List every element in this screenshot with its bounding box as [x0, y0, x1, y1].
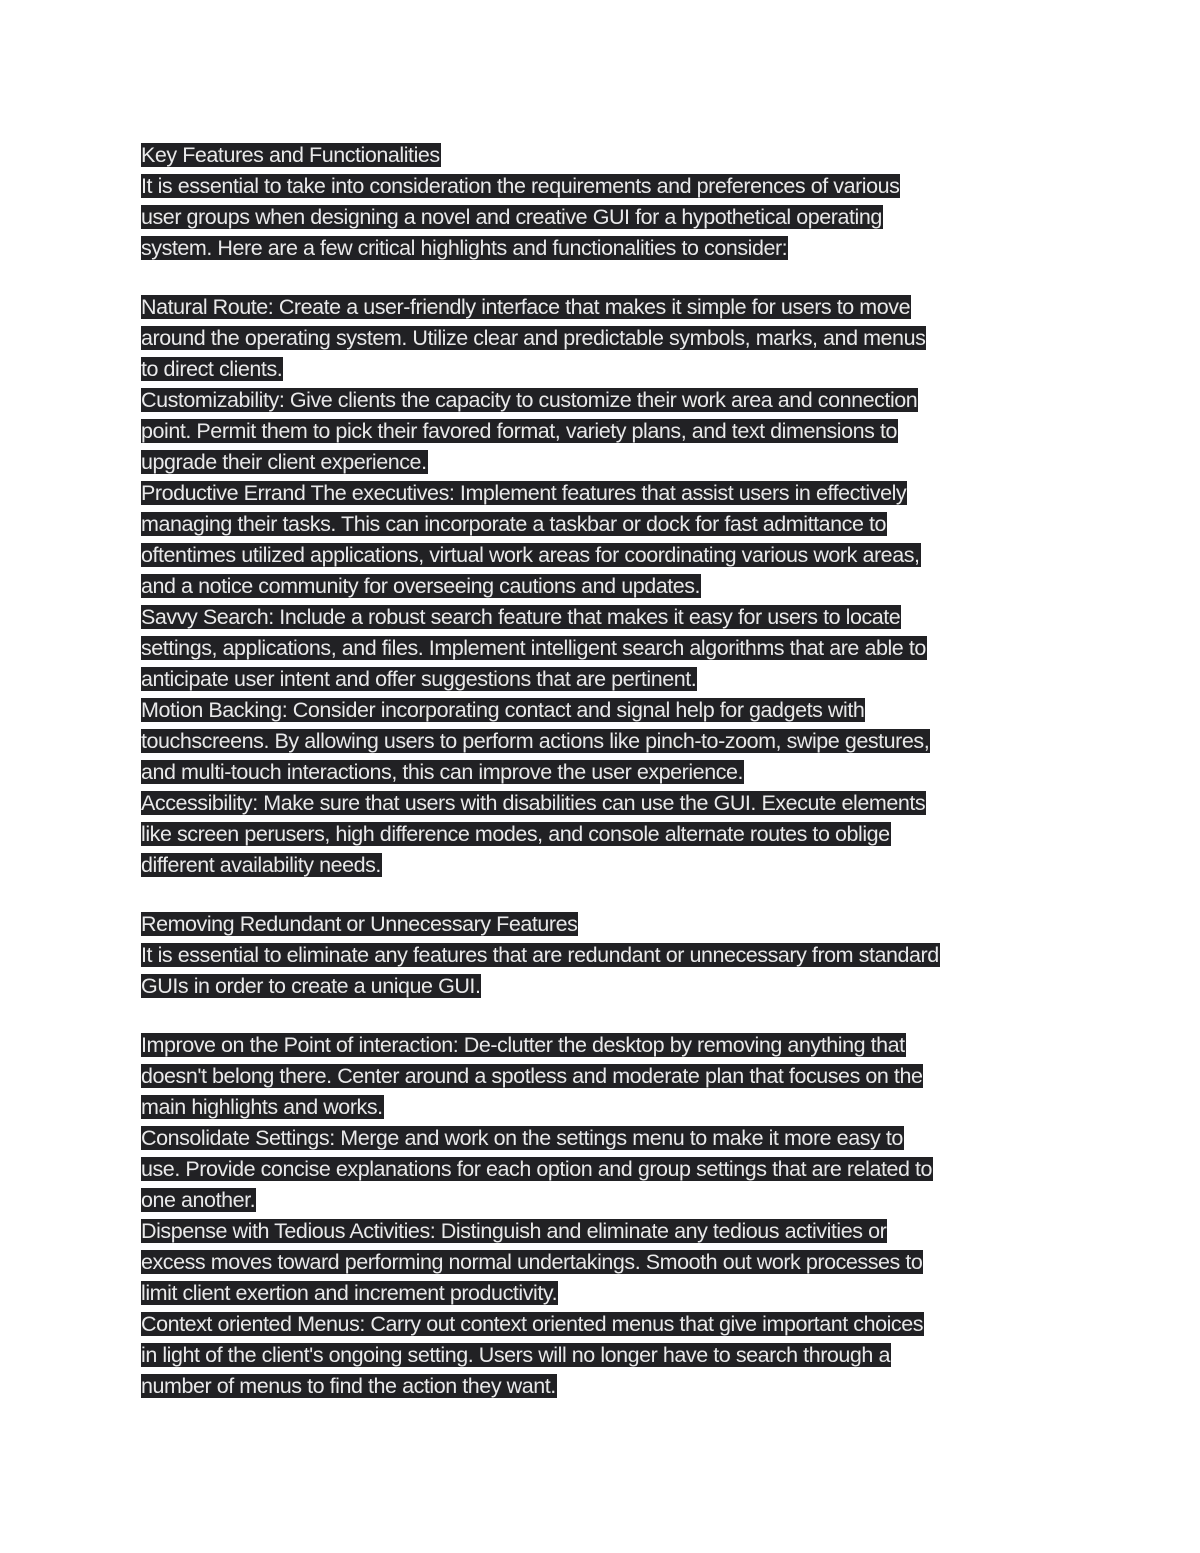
text-line: main highlights and works.	[141, 1095, 383, 1119]
section-spacer	[141, 881, 1071, 909]
text-line: settings, applications, and files. Implement intelligent search algorithms that are able to	[141, 636, 926, 660]
feature-item-context-menus	[141, 1309, 1071, 1402]
feature-item-consolidate-settings	[141, 1123, 1071, 1216]
paragraph-spacer	[141, 1002, 1071, 1030]
text-line: It is essential to take into consideration the requirements and preferences of various	[141, 174, 900, 198]
text-line: Context oriented Menus: Carry out context oriented menus that give important choices	[141, 1312, 924, 1336]
document-page	[141, 140, 1071, 1402]
text-line: Savvy Search: Include a robust search feature that makes it easy for users to locate	[141, 605, 901, 629]
text-line: anticipate user intent and offer suggestions that are pertinent.	[141, 667, 697, 691]
text-line: touchscreens. By allowing users to perform actions like pinch-to-zoom, swipe gestures,	[141, 729, 930, 753]
text-line: managing their tasks. This can incorporate a taskbar or dock for fast admittance to	[141, 512, 887, 536]
text-line: doesn't belong there. Center around a spotless and moderate plan that focuses on the	[141, 1064, 923, 1088]
text-line: number of menus to find the action they want.	[141, 1374, 556, 1398]
text-line: system. Here are a few critical highlights and functionalities to consider:	[141, 236, 788, 260]
text-line: and multi-touch interactions, this can improve the user experience.	[141, 760, 744, 784]
text-line: in light of the client's ongoing setting. Users will no longer have to search through a	[141, 1343, 890, 1367]
text-line: It is essential to eliminate any features that are redundant or unnecessary from standard	[141, 943, 939, 967]
text-line: around the operating system. Utilize clear and predictable symbols, marks, and menus	[141, 326, 926, 350]
text-line: user groups when designing a novel and creative GUI for a hypothetical operating	[141, 205, 882, 229]
feature-item-task-management	[141, 478, 1071, 602]
feature-item-accessibility	[141, 788, 1071, 881]
text-line: Motion Backing: Consider incorporating contact and signal help for gadgets with	[141, 698, 865, 722]
section-intro-paragraph	[141, 940, 1071, 1002]
text-line: GUIs in order to create a unique GUI.	[141, 974, 481, 998]
text-line: Consolidate Settings: Merge and work on the settings menu to make it more easy to	[141, 1126, 903, 1150]
text-line: Dispense with Tedious Activities: Distinguish and eliminate any tedious activities or	[141, 1219, 887, 1243]
text-line: Natural Route: Create a user-friendly interface that makes it simple for users to move	[141, 295, 911, 319]
text-line: and a notice community for overseeing cautions and updates.	[141, 574, 701, 598]
text-line: excess moves toward performing normal undertakings. Smooth out work processes to	[141, 1250, 923, 1274]
text-line: use. Provide concise explanations for each option and group settings that are related to	[141, 1157, 933, 1181]
feature-item-tedious-activities	[141, 1216, 1071, 1309]
feature-item-savvy-search	[141, 602, 1071, 695]
text-line: oftentimes utilized applications, virtual work areas for coordinating various work areas,	[141, 543, 920, 567]
section-removing-features	[141, 909, 1071, 1402]
feature-item-customizability	[141, 385, 1071, 478]
feature-item-natural-route	[141, 292, 1071, 385]
text-line: Accessibility: Make sure that users with disabilities can use the GUI. Execute elements	[141, 791, 926, 815]
text-line: one another.	[141, 1188, 256, 1212]
section-heading: Key Features and Functionalities	[141, 143, 440, 167]
text-line: Improve on the Point of interaction: De-clutter the desktop by removing anything that	[141, 1033, 905, 1057]
text-line: like screen perusers, high difference modes, and console alternate routes to oblige	[141, 822, 890, 846]
text-line: Customizability: Give clients the capacity to customize their work area and connection	[141, 388, 918, 412]
section-key-features	[141, 140, 1071, 881]
section-heading: Removing Redundant or Unnecessary Features	[141, 912, 578, 936]
text-line: limit client exertion and increment productivity.	[141, 1281, 558, 1305]
text-line: point. Permit them to pick their favored format, variety plans, and text dimensions to	[141, 419, 897, 443]
feature-item-motion-backing	[141, 695, 1071, 788]
section-intro-paragraph	[141, 171, 1071, 264]
text-line: different availability needs.	[141, 853, 381, 877]
paragraph-spacer	[141, 264, 1071, 292]
text-line: upgrade their client experience.	[141, 450, 427, 474]
feature-item-improve-interaction	[141, 1030, 1071, 1123]
text-line: to direct clients.	[141, 357, 283, 381]
text-line: Productive Errand The executives: Implement features that assist users in effectively	[141, 481, 907, 505]
